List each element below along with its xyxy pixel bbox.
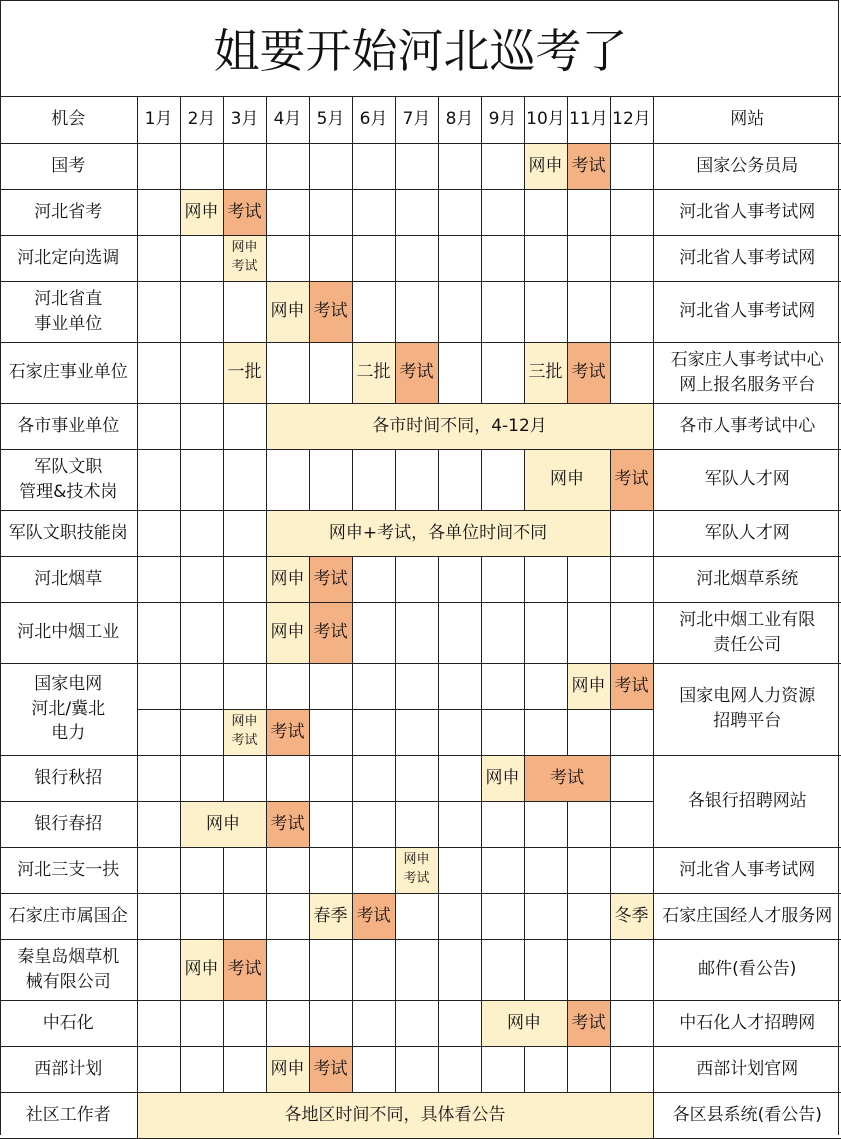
row-name: 银行秋招: [0, 755, 137, 801]
apply-cell: 网申: [266, 602, 309, 663]
row-website: 河北省人事考试网: [653, 847, 841, 893]
table-row: [0, 602, 841, 663]
column-header-month: 1月: [137, 97, 180, 143]
column-header-month: 5月: [309, 97, 352, 143]
table-row: [0, 403, 841, 449]
table-row: [0, 189, 841, 235]
exam-cell: 考试: [567, 342, 610, 403]
table-row: [0, 755, 841, 801]
exam-cell: 考试: [352, 893, 395, 939]
column-header-month: 2月: [180, 97, 223, 143]
table-row: [0, 342, 841, 403]
table-row: [0, 893, 841, 939]
apply-cell: 网申: [481, 1000, 567, 1046]
column-header-website: 网站: [653, 97, 841, 143]
span-cell: 网申+考试，各单位时间不同: [266, 510, 610, 556]
row-name-line: 国家电网: [0, 672, 137, 697]
apply-cell: 网申: [481, 755, 524, 801]
row-name-line: 河北省直: [0, 287, 137, 312]
row-name-line: 电力: [0, 721, 137, 746]
column-header-month: 9月: [481, 97, 524, 143]
row-name: 石家庄市属国企: [0, 893, 137, 939]
row-website: 河北省人事考试网: [653, 235, 841, 281]
column-header-month: 4月: [266, 97, 309, 143]
row-name-line: 管理&技术岗: [0, 480, 137, 505]
row-website: [653, 663, 841, 755]
row-name-line: 军队文职: [0, 455, 137, 480]
table-row: [0, 449, 841, 510]
apply-exam-cell: [223, 235, 266, 281]
table-row: [0, 281, 841, 342]
column-header-month: 7月: [395, 97, 438, 143]
row-website: 西部计划官网: [653, 1046, 841, 1092]
row-name: [0, 281, 137, 342]
cell-line: 网申: [224, 239, 266, 258]
table-row: [0, 1092, 841, 1138]
row-website-line: 责任公司: [654, 633, 841, 658]
row-name: 各市事业单位: [0, 403, 137, 449]
exam-cell: 考试: [567, 1000, 610, 1046]
exam-cell: 考试: [309, 1046, 352, 1092]
header-row: [0, 97, 841, 143]
row-website-line: 国家电网人力资源: [654, 684, 841, 709]
column-header-month: 6月: [352, 97, 395, 143]
row-name: 河北定向选调: [0, 235, 137, 281]
row-name: 银行春招: [0, 801, 137, 847]
page-title: 姐要开始河北巡考了: [0, 0, 841, 97]
exam-cell: 考试: [524, 755, 610, 801]
cell-line: 网申: [224, 713, 266, 732]
span-cell: 各地区时间不同，具体看公告: [137, 1092, 653, 1138]
row-name: 军队文职技能岗: [0, 510, 137, 556]
row-name: 西部计划: [0, 1046, 137, 1092]
row-website-line: 河北中烟工业有限: [654, 608, 841, 633]
exam-cell: 考试: [395, 342, 438, 403]
table-row: [0, 663, 841, 709]
apply-cell: 网申: [266, 281, 309, 342]
apply-cell: 冬季: [610, 893, 653, 939]
apply-cell: 春季: [309, 893, 352, 939]
row-name: 河北省考: [0, 189, 137, 235]
apply-cell: 网申: [567, 663, 610, 709]
row-website: 各市人事考试中心: [653, 403, 841, 449]
apply-cell: 网申: [266, 1046, 309, 1092]
exam-cell: 考试: [309, 602, 352, 663]
table-row: [0, 510, 841, 556]
exam-cell: 考试: [223, 939, 266, 1000]
column-header-month: 10月: [524, 97, 567, 143]
row-website: [653, 602, 841, 663]
row-name: 石家庄事业单位: [0, 342, 137, 403]
table-row: [0, 235, 841, 281]
exam-cell: 考试: [266, 709, 309, 755]
column-header-month: 11月: [567, 97, 610, 143]
exam-cell: 考试: [610, 449, 653, 510]
apply-cell: 网申: [266, 556, 309, 602]
apply-cell: 网申: [180, 801, 266, 847]
apply-cell: 三批: [524, 342, 567, 403]
column-header-month: 8月: [438, 97, 481, 143]
column-header-month: 12月: [610, 97, 653, 143]
row-name-line: 河北/冀北: [0, 697, 137, 722]
exam-schedule-table: [0, 97, 841, 1139]
row-name-line: 秦皇岛烟草机: [0, 945, 137, 970]
row-name: [0, 939, 137, 1000]
exam-cell: 考试: [309, 281, 352, 342]
row-website: [653, 342, 841, 403]
row-name: 社区工作者: [0, 1092, 137, 1138]
exam-cell: 考试: [223, 189, 266, 235]
apply-cell: 二批: [352, 342, 395, 403]
row-website: 国家公务员局: [653, 143, 841, 189]
apply-cell: 网申: [524, 143, 567, 189]
row-name-line: 事业单位: [0, 312, 137, 337]
row-name: 中石化: [0, 1000, 137, 1046]
row-website: 石家庄国经人才服务网: [653, 893, 841, 939]
row-name: 河北中烟工业: [0, 602, 137, 663]
row-website: 各银行招聘网站: [653, 755, 841, 847]
cell-line: 考试: [224, 732, 266, 751]
row-website-line: 招聘平台: [654, 709, 841, 734]
table-row: [0, 143, 841, 189]
table-row: [0, 1046, 841, 1092]
row-website: 军队人才网: [653, 510, 841, 556]
row-website: 河北省人事考试网: [653, 281, 841, 342]
row-website-line: 石家庄人事考试中心: [654, 348, 841, 373]
cell-line: 考试: [224, 258, 266, 277]
row-website: 河北烟草系统: [653, 556, 841, 602]
row-name: [0, 663, 137, 755]
cell-line: 网申: [396, 851, 438, 870]
row-name: 河北三支一扶: [0, 847, 137, 893]
row-website: 河北省人事考试网: [653, 189, 841, 235]
table-row: [0, 847, 841, 893]
column-header-month: 3月: [223, 97, 266, 143]
span-cell: 各市时间不同，4-12月: [266, 403, 653, 449]
apply-exam-cell: [223, 709, 266, 755]
exam-cell: 考试: [266, 801, 309, 847]
apply-cell: 网申: [180, 939, 223, 1000]
apply-cell: 网申: [180, 189, 223, 235]
row-name-line: 械有限公司: [0, 970, 137, 995]
cell-line: 考试: [396, 870, 438, 889]
apply-cell: 一批: [223, 342, 266, 403]
row-website: 邮件(看公告): [653, 939, 841, 1000]
table-row: [0, 1000, 841, 1046]
apply-exam-cell: [395, 847, 438, 893]
exam-cell: 考试: [309, 556, 352, 602]
row-name: 河北烟草: [0, 556, 137, 602]
row-website: 中石化人才招聘网: [653, 1000, 841, 1046]
column-header-opportunity: 机会: [0, 97, 137, 143]
row-name: 国考: [0, 143, 137, 189]
apply-cell: 网申: [524, 449, 610, 510]
exam-cell: 考试: [567, 143, 610, 189]
table-row: [0, 556, 841, 602]
row-website: 军队人才网: [653, 449, 841, 510]
table-row: [0, 939, 841, 1000]
row-name: [0, 449, 137, 510]
exam-cell: 考试: [610, 663, 653, 709]
row-website-line: 网上报名服务平台: [654, 373, 841, 398]
row-website: 各区县系统(看公告): [653, 1092, 841, 1138]
